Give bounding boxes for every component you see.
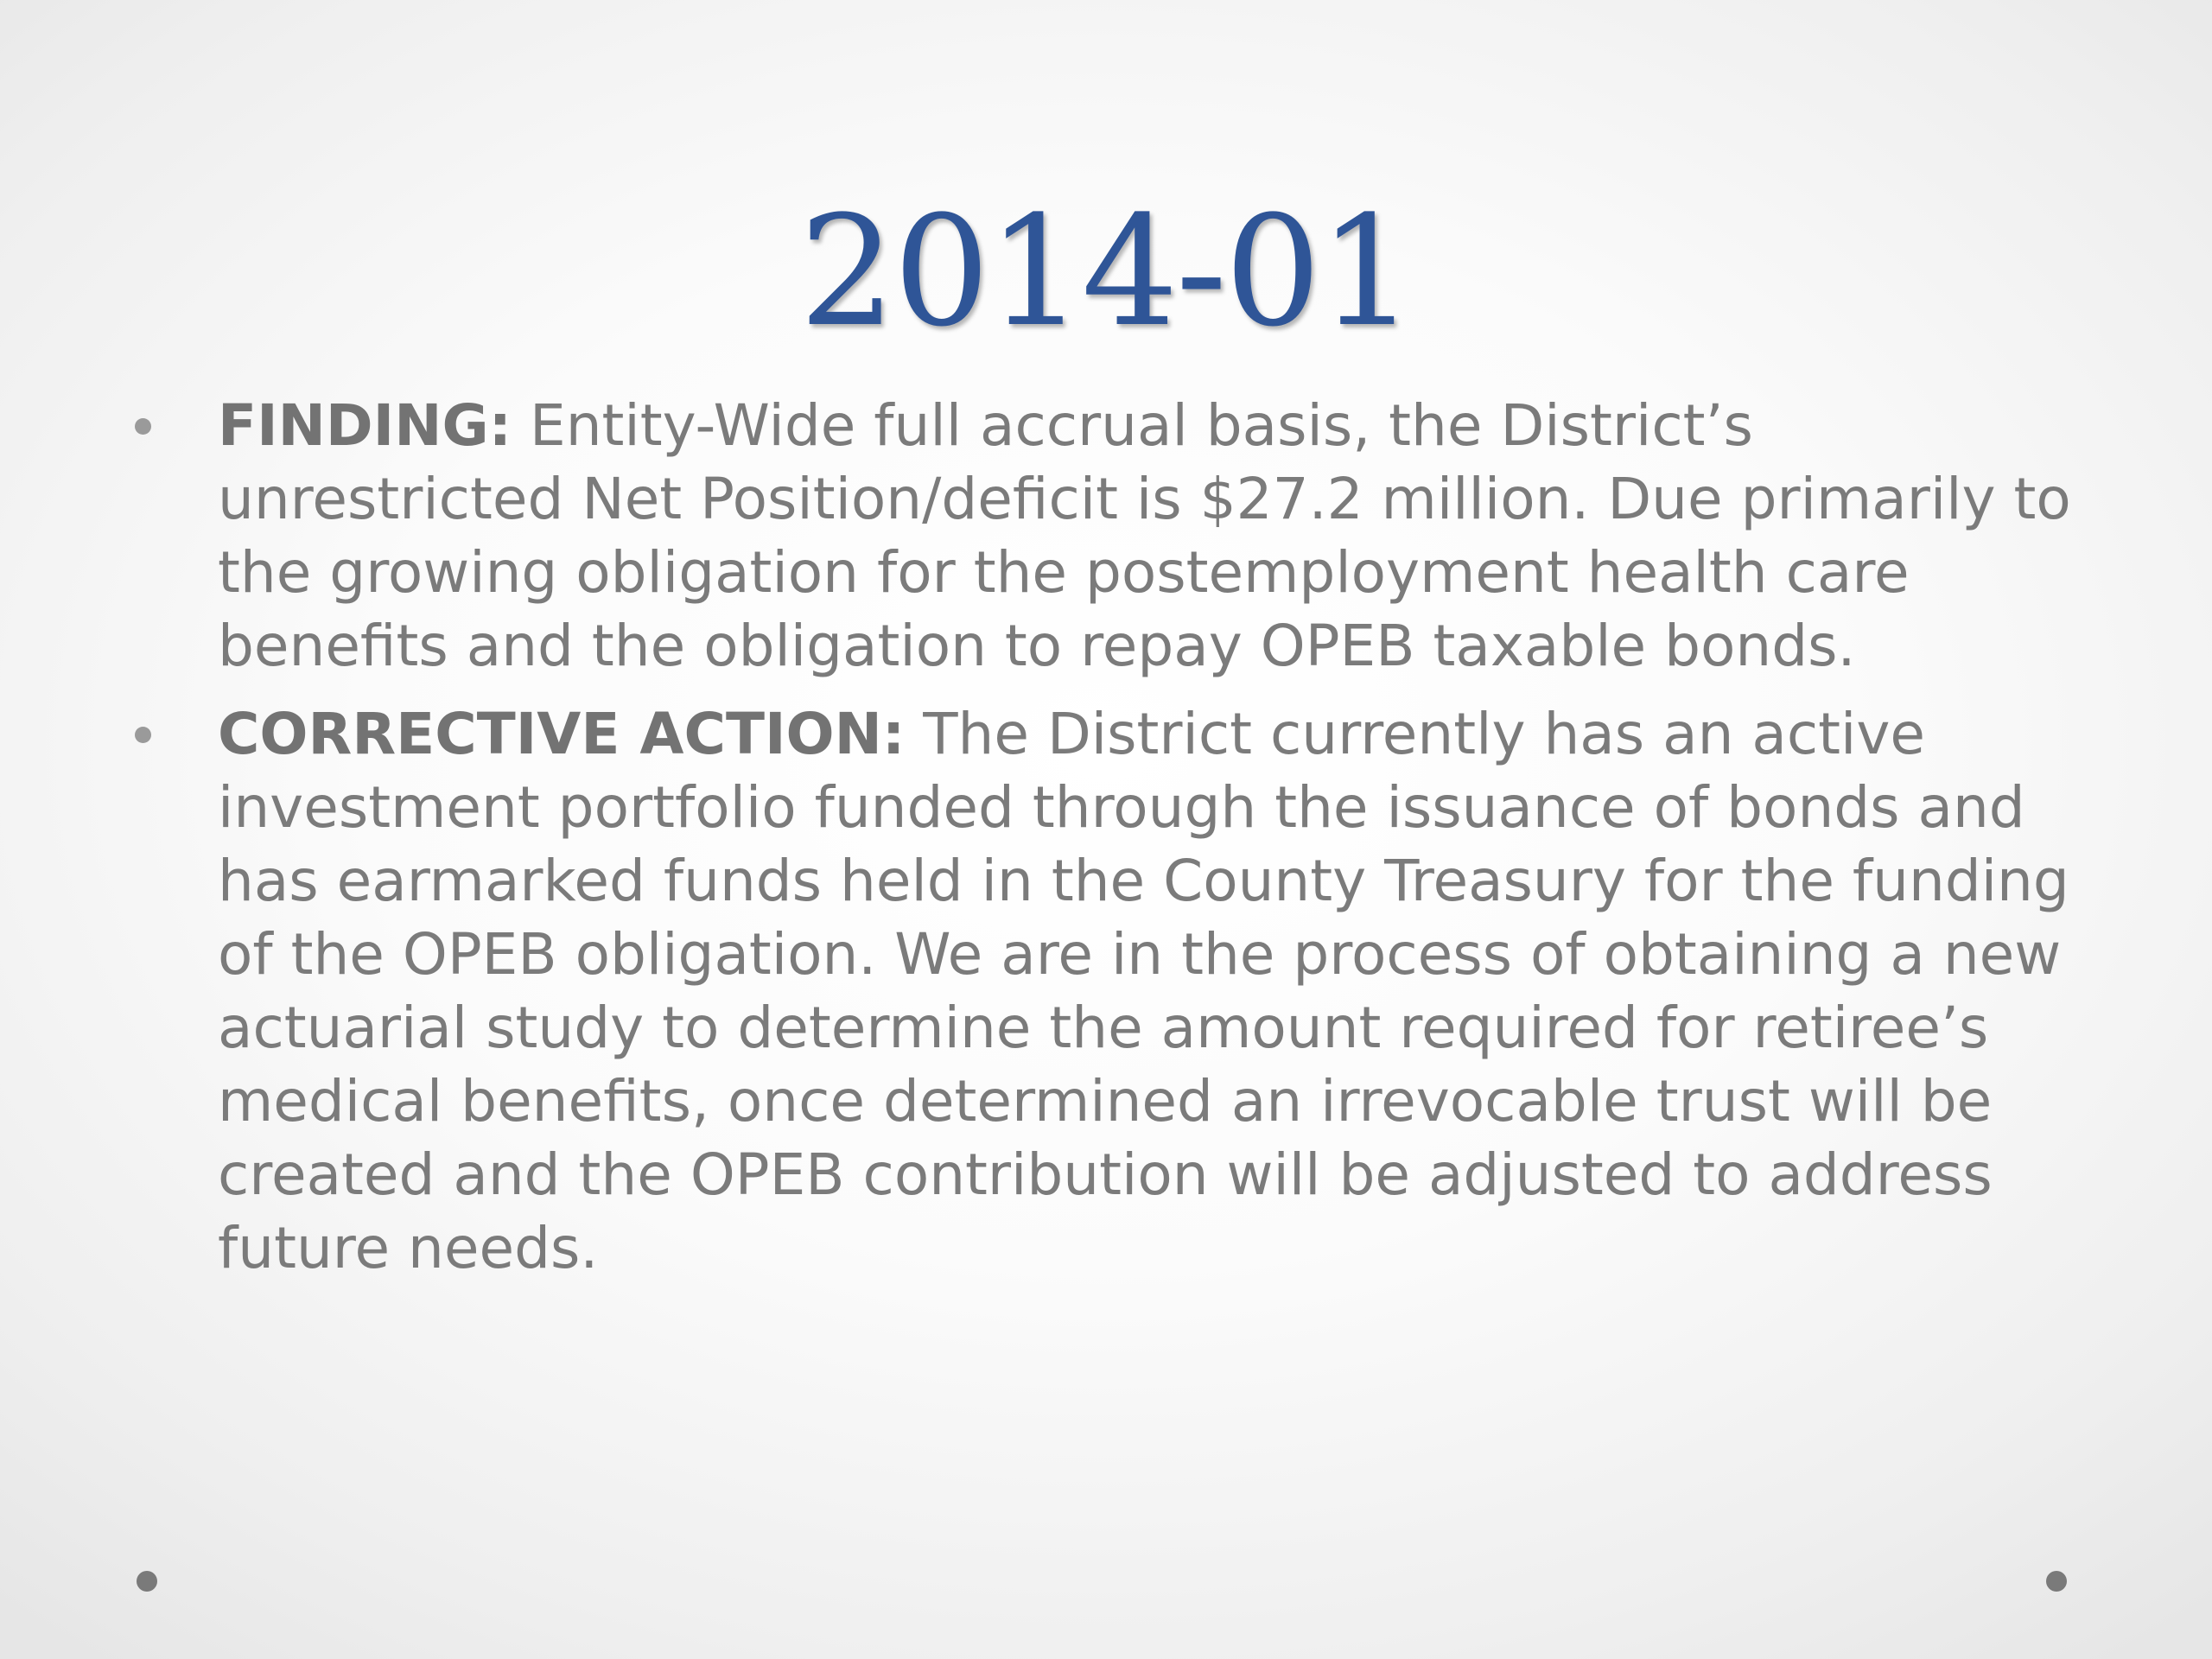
bullet-corrective-action xyxy=(130,697,2091,1285)
corrective-action-label: CORRECTIVE ACTION: xyxy=(218,701,906,767)
slide-title: 2014-01 xyxy=(798,183,1414,360)
bullet-finding xyxy=(130,389,2091,683)
bullet-icon xyxy=(135,727,151,743)
corrective-action-text: The District currently has an active investment portfolio funded through the issuance of bonds and has earmarked funds held in the County Treasury for the funding of the OPEB obligation. We are in the process of obtaining a new actuarial study to determine the amount required for retiree’s medical benefits, once determined an irrevocable trust will be created and the OPEB contribution will be adjusted to address future needs. xyxy=(218,701,2069,1281)
finding-text: Entity-Wide full accrual basis, the District’s unrestricted Net Position/deficit is $27.2 million. Due primarily to the growing obligation for the postemployment health care benefits and the obligation to repay OPEB taxable bonds. xyxy=(218,392,2071,679)
finding-label: FINDING: xyxy=(218,392,512,459)
bullet-list xyxy=(130,389,2091,1300)
decorative-dot-right xyxy=(2046,1571,2067,1592)
decorative-dot-left xyxy=(137,1571,157,1592)
bullet-icon xyxy=(135,418,151,435)
